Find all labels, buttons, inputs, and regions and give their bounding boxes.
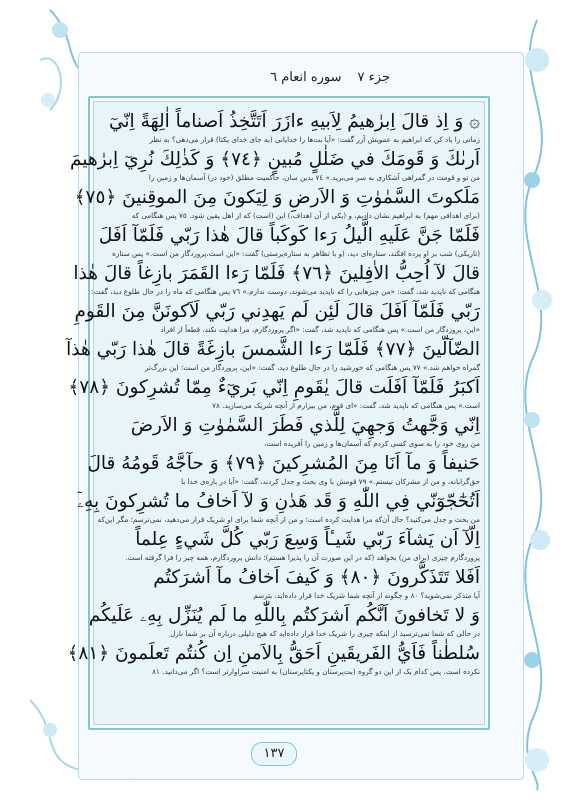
- verse-line: [87, 450, 480, 486]
- verse-line: [67, 640, 480, 676]
- translation-line: من تو و قومت در گمراهی آشکاری به سر می‌برید.» ٧٤ بدین سان، حاکمیت مطلق (خود در) آسمان‌ها و زمین را: [148, 173, 480, 182]
- translation-line: «این، پروردگار من است.» پس هنگامی که ناپدید شد، گفت: «اگر پروردگارم، مرا هدایت نکند، قطعاً از افراد: [160, 325, 480, 334]
- translation-line: آیا متذکر نمی‌شوید؟ ٨٠ و چگونه از آنچه شما شریک خدا قرار داده‌اید، بترسم: [253, 591, 480, 600]
- arabic-line: مَلَكوتَ السَّمٰوٰتِ وَ الاَرضِ وَ لِيَكونَ مِنَ الموقِنينَ ﴿٧٥﴾: [74, 187, 480, 208]
- arabic-line: اَفَلا تَتَذَكَّرونَ ﴿٨٠﴾ وَ كَيفَ اَخافُ مآ اَشرَكتُم: [153, 567, 480, 588]
- surah-label: سوره انعام ٦: [270, 69, 342, 85]
- translation-line: من روی خود را به سوی کسی کردم که آسمان‌ها و زمین را آفریده است،: [264, 439, 480, 448]
- verse-line: [74, 298, 480, 334]
- verse-line: [77, 488, 480, 524]
- arabic-line: اَرىٰكَ وَ قَومَكَ في ضَلٰلٍ مُبينٍ ﴿٧٤﴾ وَ كَذٰلِكَ نُرِيٓ اِبرٰهيمَ: [70, 149, 480, 170]
- translation-line: پروردگارم چیزی (برای من) بخواهد (که در این صورت آن را پذیرا هستم)؛ دانش پروردگارم، همه چیز را فرا گرفته است.: [125, 553, 480, 562]
- arabic-line: اَتُحٰٓجّوٓنّي فِي اللّٰهِ وَ قَد هَدٰنِ وَ لآ اَخافُ ما تُشرِكونَ بِهِۦٓ: [77, 491, 480, 512]
- translation-line: زمانی را یاد کن که ابراهیم به عمویش آزر گفت: «آیا بت‌ها را خدایانی (به جای خدای یکتا) قرار می‌دهی؟ به‌ نظر: [149, 135, 480, 144]
- quran-text-panel: [66, 96, 490, 730]
- verse-line: [88, 602, 480, 638]
- translation-line: است.» پس هنگامی که ناپدید شد، گفت: «ای قوم، من بیزارم از آنچه شریک می‌سازید. ٧٨: [212, 401, 480, 410]
- verse-line: [98, 564, 480, 600]
- verse-line: [74, 184, 480, 220]
- verse-line: [98, 108, 480, 144]
- verse-line: [98, 412, 480, 448]
- arabic-line: اِنّي وَجَّهتُ وَجهِيَ لِلَّذي فَطَرَ السَّمٰوٰتِ وَ الاَرضَ: [130, 415, 480, 436]
- translation-line: هنگامی که ناپدید شد، گفت: «من چیزهایی را که ناپدید می‌شوند، دوست ندارم.» ٧٦ پس هنگامی که ماه را در حال طلوع دید، گفت:: [91, 287, 480, 296]
- verse-line: [68, 374, 480, 410]
- arabic-line: فَلَمّا جَنَّ عَلَيهِ الَّيلُ رَءا كَوكَباً قالَ هٰذا رَبّي فَلَمّآ اَفَلَ: [98, 225, 480, 246]
- verse-line: [70, 146, 480, 182]
- verse-line: [98, 526, 480, 562]
- translation-line: حق‌گرایانه، و من از مشرکان نیستم.» ٧٩ قومش با وی بحث و جدل کردند، گفت: «آیا در باره‌ی خدا با: [181, 477, 480, 486]
- arabic-line: وَ لا تَخافونَ اَنَّكُم اَشرَكتُم بِاللّٰهِ ما لَم يُنَزِّل بِهِۦ عَلَيكُم: [88, 605, 480, 626]
- arabic-line: اَكبَرُ فَلَمّآ اَفَلَت قالَ يٰقَومِ اِنّي بَريٓءٌ مِمّا تُشرِكونَ ﴿٧٨﴾: [68, 377, 480, 398]
- arabic-line: رَبّي فَلَمّآ اَفَلَ قالَ لَئِن لَم يَهدِني رَبّي لَاَكونَنَّ مِنَ القَومِ: [74, 301, 480, 322]
- arabic-line: اِلّآ اَن يَشآءَ رَبّي شَيـٔاً وَسِعَ رَبّي كُلَّ شَيءٍ عِلماً: [135, 529, 480, 550]
- page-number: ١٣٧: [251, 742, 297, 766]
- translation-line: من بحث و جدل می‌کنید؟ حال آن‌که مرا هدایت کرده است؛ و من از آنچه شما برای او شریک قرار می‌دهید، نمی‌ترسم؛ مگر این‌که: [97, 515, 480, 524]
- arabic-line: سُلطٰناً فَاَيُّ الفَريقَينِ اَحَقُّ بِالاَمنِ اِن كُنتُم تَعلَمونَ ﴿٨١﴾: [67, 643, 480, 664]
- verse-line: [66, 336, 480, 372]
- arabic-line: حَنيفاً وَ مآ اَنَا مِنَ المُشرِكينَ ﴿٧٩﴾ وَ حآجَّهُ قَومُهُ قالَ: [87, 453, 480, 474]
- arabic-line: ۞ وَ اِذ قالَ اِبرٰهيمُ لِاَبيهِ ءازَرَ اَتَتَّخِذُ اَصناماً اٰلِهَةً اِنّيٓ: [108, 111, 480, 132]
- translation-line: (برای اهدافی مهم) به ابراهیم نشان دادیم، و (یکی از آن اهداف،) این (است) که از اهل یقین شود. ٧٥ پس هنگامی که: [131, 211, 480, 220]
- translation-line: نکرده است. پس کدام یک از این دو گروه (بت‌پرستان و یکتاپرستان) به امنیت سزاوارتر است؟ اگر می‌دانید. ٨١: [152, 667, 480, 676]
- translation-line: گمراه خواهم شد.» ٧٧ پس هنگامی که خورشید را در حال طلوع دید، گفت: «این، پروردگار من است؛ این بزرگ‌تر: [145, 363, 480, 372]
- verse-line: [73, 260, 480, 296]
- arabic-line: الضّآلّينَ ﴿٧٧﴾ فَلَمّا رَءا الشَّمسَ بازِغَةً قالَ هٰذا رَبّي هٰذآ: [66, 339, 480, 360]
- verse-line: [98, 222, 480, 258]
- page-header: [130, 66, 390, 88]
- translation-line: (تاریکی) شب بر او پرده افکند، ستاره‌ای دید، (و با تظاهر به ستاره‌پرستی) گفت: «این است،پروردگار من است.» پس ستاره: [112, 249, 480, 258]
- juz-label: جزء ٧: [357, 69, 390, 85]
- arabic-line: قالَ لآ اُحِبُّ الاٰفِلينَ ﴿٧٦﴾ فَلَمّا رَءا القَمَرَ بازِغاً قالَ هٰذا: [73, 263, 480, 284]
- translation-line: در حالی که شما نمی‌ترسید از اینکه چیزی را شریک خدا قرار داده‌اید که هیچ دلیلی درباره آن بر شما نازل: [170, 629, 480, 638]
